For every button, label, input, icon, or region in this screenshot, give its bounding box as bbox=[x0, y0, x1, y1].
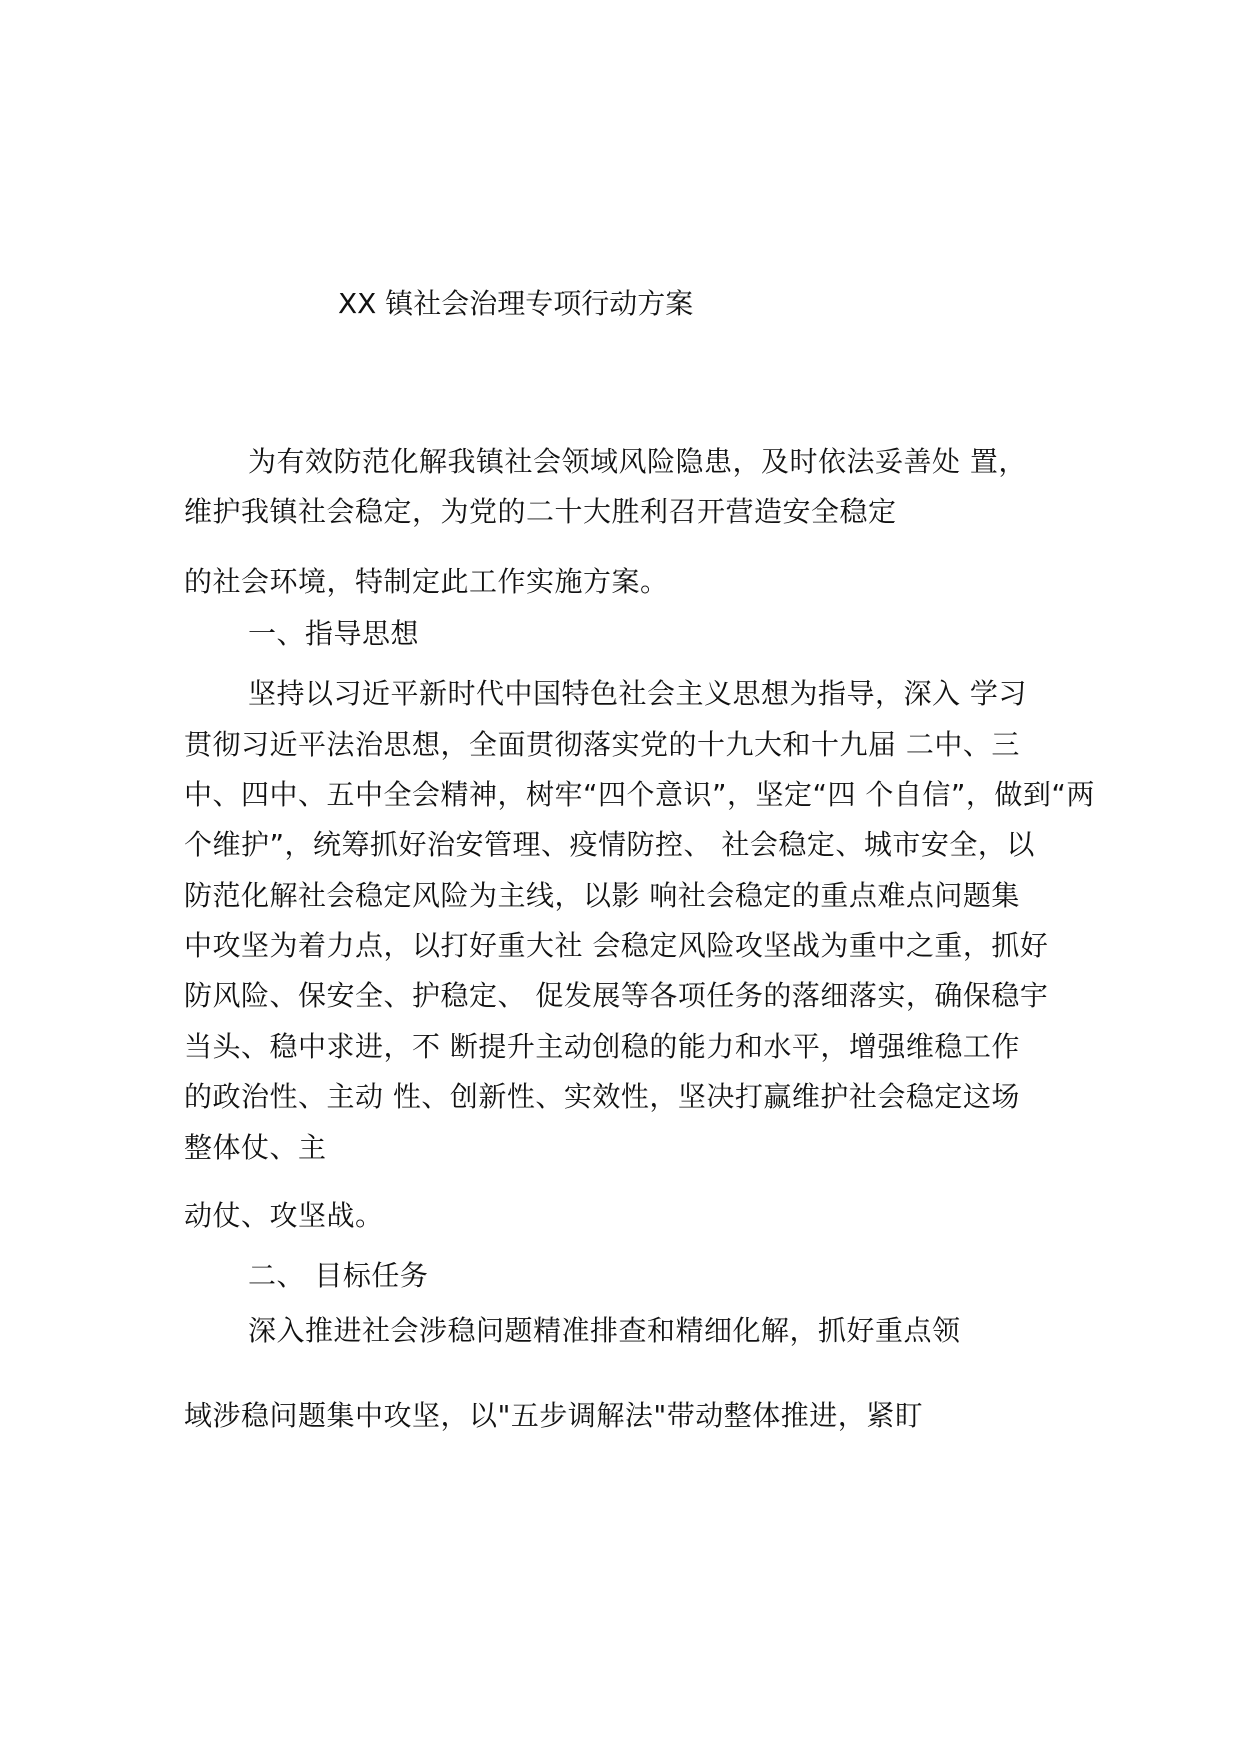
section-heading-guiding-ideology: 一、指导思想 bbox=[248, 617, 420, 650]
section1-line-2: 贯彻习近平法治思想，全面贯彻落实党的十九大和十九届 二中、三 bbox=[184, 728, 1020, 761]
section1-line-4: 个维护”，统筹抓好治安管理、疫情防控、 社会稳定、城市安全，以 bbox=[184, 828, 1035, 861]
section1-line-8: 当头、稳中求进，不 断提升主动创稳的能力和水平，增强维稳工作 bbox=[184, 1030, 1020, 1063]
section1-line-5: 防范化解社会稳定风险为主线，以影 响社会稳定的重点难点问题集 bbox=[184, 879, 1020, 912]
intro-line-1: 为有效防范化解我镇社会领域风险隐患，及时依法妥善处 置， bbox=[248, 445, 1027, 478]
section1-line-6: 中攻坚为着力点，以打好重大社 会稳定风险攻坚战为重中之重，抓好 bbox=[184, 929, 1049, 962]
section1-line-1: 坚持以习近平新时代中国特色社会主义思想为指导，深入 学习 bbox=[248, 677, 1027, 710]
section2-line-2: 域涉稳问题集中攻坚，以"五步调解法"带动整体推进，紧盯 bbox=[184, 1399, 924, 1432]
document-title: XX 镇社会治理专项行动方案 bbox=[338, 287, 694, 320]
section1-line-10: 整体仗、主 bbox=[184, 1131, 327, 1164]
section1-line-11: 动仗、攻坚战。 bbox=[184, 1199, 384, 1232]
intro-line-3: 的社会环境，特制定此工作实施方案。 bbox=[184, 565, 669, 598]
section2-line-1: 深入推进社会涉稳问题精准排查和精细化解，抓好重点领 bbox=[248, 1314, 961, 1347]
section1-line-3: 中、四中、五中全会精神，树牢“四个意识”，坚定“四 个自信”，做到“两 bbox=[184, 778, 1095, 811]
section1-line-7: 防风险、保安全、护稳定、 促发展等各项任务的落细落实，确保稳宇 bbox=[184, 979, 1049, 1012]
intro-line-2: 维护我镇社会稳定，为党的二十大胜利召开营造安全稳定 bbox=[184, 495, 897, 528]
section1-line-9: 的政治性、主动 性、创新性、实效性，坚决打赢维护社会稳定这场 bbox=[184, 1080, 1020, 1113]
section-heading-goals-tasks: 二、 目标任务 bbox=[248, 1259, 429, 1292]
